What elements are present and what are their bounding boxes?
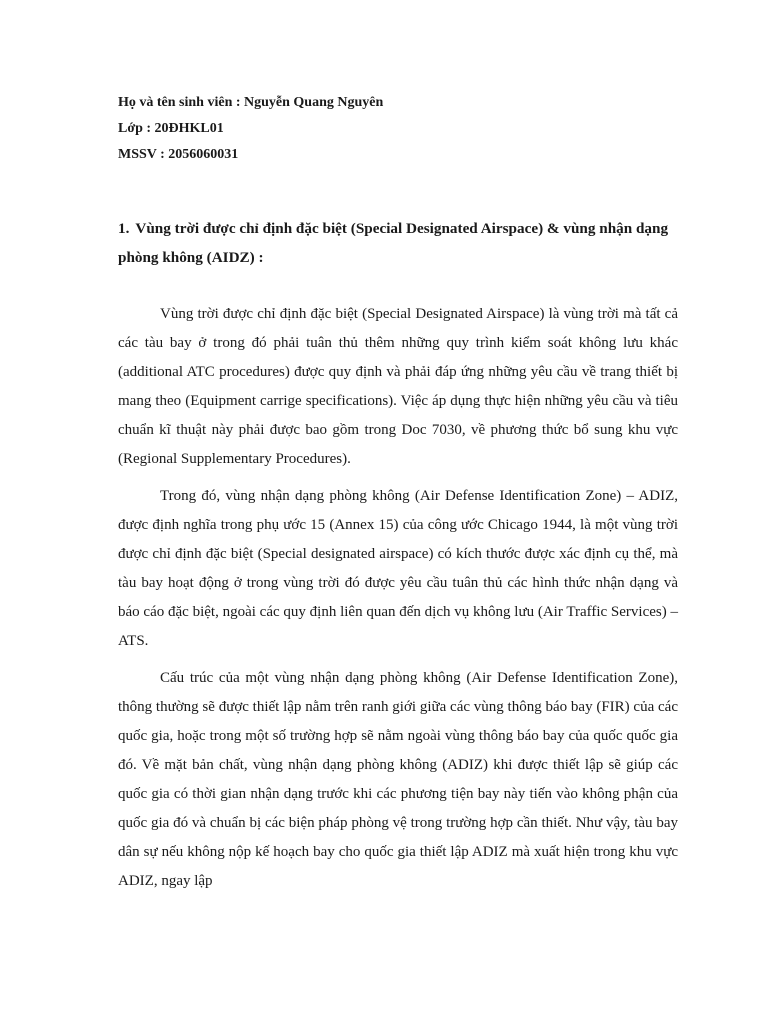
section-title: Vùng trời được chỉ định đặc biệt (Special Designated Airspace) & vùng nhận dạng phòng không (AIDZ) : (118, 220, 669, 266)
paragraph-3: Cấu trúc của một vùng nhận dạng phòng không (Air Defense Identification Zone), thông thường sẽ được thiết lập nằm trên ranh giới giữa các vùng thông báo bay (FIR) của các quốc gia, hoặc trong một số trường hợp sẽ nằm ngoài vùng thông báo bay của quốc quốc gia đó. Về mặt bản chất, vùng nhận dạng phòng không (ADIZ) khi được thiết lập sẽ giúp các quốc gia có thời gian nhận dạng trước khi các phương tiện bay này tiến vào không phận của quốc gia đó và chuẩn bị các biện pháp phòng vệ trong trường hợp cần thiết. Như vậy, tàu bay dân sự nếu không nộp kế hoạch bay cho quốc gia thiết lập ADIZ mà xuất hiện trong khu vực ADIZ, ngay lập (118, 670, 678, 889)
student-class-line: Lớp : 20ĐHKL01 (118, 121, 224, 136)
section-heading (118, 214, 678, 272)
student-name-line: Họ và tên sinh viên : Nguyễn Quang Nguyên (118, 95, 384, 110)
student-id-line: MSSV : 2056060031 (118, 147, 239, 162)
document-page (118, 90, 678, 896)
section-number: 1. (118, 220, 130, 237)
paragraph-1: Vùng trời được chỉ định đặc biệt (Special Designated Airspace) là vùng trời mà tất cả các tàu bay ở trong đó phải tuân thủ thêm những quy trình kiểm soát không lưu khác (additional ATC procedures) được quy định và phải đáp ứng những yêu cầu về trang thiết bị mang theo (Equipment carrige specifications). Việc áp dụng thực hiện những yêu cầu và tiêu chuẩn kĩ thuật này phải được bao gồm trong Doc 7030, về phương thức bổ sung khu vực (Regional Supplementary Procedures). (118, 306, 678, 467)
paragraph-2: Trong đó, vùng nhận dạng phòng không (Air Defense Identification Zone) – ADIZ, được định nghĩa trong phụ ước 15 (Annex 15) của công ước Chicago 1944, là một vùng trời được chỉ định đặc biệt (Special designated airspace) có kích thước được xác định cụ thể, mà tàu bay hoạt động ở trong vùng trời đó được yêu cầu tuân thủ các hình thức nhận dạng và báo cáo đặc biệt, ngoài các quy định liên quan đến dịch vụ không lưu (Air Traffic Services) – ATS. (118, 488, 678, 649)
